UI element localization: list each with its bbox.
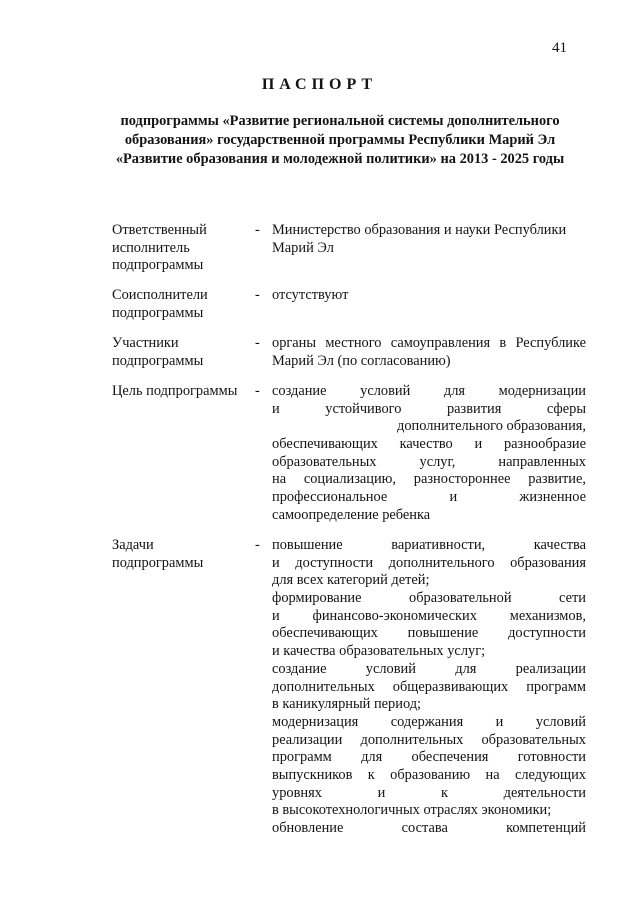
row-value-line: создание условий для модернизации [272,383,586,399]
row-label [112,537,252,572]
row-value [272,537,586,838]
row-value-line: в высокотехнологичных отраслях экономики; [272,802,552,819]
row-label-line: подпрограммы [112,257,204,274]
row-label-line: подпрограммы [112,304,204,321]
row-label-line: подпрограммы [112,352,204,369]
subtitle-line: образования» государственной программы Республики Марий Эл [124,132,556,148]
row-dash: - [255,335,260,351]
row-label-line: Цель подпрограммы [112,383,238,399]
row-value-line: отсутствуют [272,287,349,303]
row-value-line: Марий Эл (по согласованию) [272,352,451,369]
row-value-line: дополнительных общеразвивающих программ [272,678,586,695]
row-value-line: самоопределение ребенка [272,506,431,523]
row-value-line: и устойчивого развития сферы [272,400,586,417]
row-value-line: дополнительного образования, [397,418,586,435]
row-value-line: обновление состава компетенций [272,820,586,836]
row-label-line: Соисполнители [112,287,208,303]
row-value [272,383,586,525]
document-title: ПАСПОРТ [261,76,378,93]
row-value-line: образовательных услуг, направленных [272,453,586,470]
row-value-line: профессиональное и жизненное [272,489,586,506]
row-value-line: повышение вариативности, качества [272,537,586,553]
row-value [272,222,586,257]
row-dash: - [255,222,260,238]
row-value-line: программ для обеспечения готовности [272,749,586,766]
row-label [112,383,252,401]
row-value-line: органы местного самоуправления в Республике [272,335,586,351]
row-value-line: обеспечивающих качество и разнообразие [272,436,586,453]
subtitle-line: подпрограммы «Развитие региональной системы дополнительного [120,113,560,129]
row-value-line: уровнях и к деятельности [272,784,586,801]
row-value-line: реализации дополнительных образовательных [272,731,586,748]
row-label-line: Ответственный [112,222,207,238]
row-label [112,335,252,370]
row-label [112,287,252,322]
row-value-line: в каникулярный период; [272,696,422,713]
row-label [112,222,252,275]
row-value-line: и качества образовательных услуг; [272,643,486,660]
row-value-line: Министерство образования и науки Республики [272,222,567,238]
row-value-line: Марий Эл [272,239,334,256]
row-value-line: выпускников к образованию на следующих [272,766,586,783]
row-value-line: обеспечивающих повышение доступности [272,625,586,642]
row-value-line: для всех категорий детей; [272,572,430,589]
row-label-line: Задачи [112,537,154,553]
page-number: 41 [552,40,567,56]
row-value-line: и финансово-экономических механизмов, [272,607,586,624]
row-value [272,335,586,370]
row-value-line: создание условий для реализации [272,660,586,677]
row-dash: - [255,383,260,399]
row-value [272,287,586,305]
subtitle-line: «Развитие образования и молодежной политики» на 2013 - 2025 годы [115,151,565,167]
row-label-line: подпрограммы [112,554,204,571]
row-label-line: исполнитель [112,239,190,256]
row-value-line: формирование образовательной сети [272,590,586,607]
row-dash: - [255,537,260,553]
row-label-line: Участники [112,335,179,351]
row-dash: - [255,287,260,303]
row-value-line: и доступности дополнительного образования [272,554,586,571]
document-subtitle [80,112,600,169]
row-value-line: модернизация содержания и условий [272,713,586,730]
row-value-line: на социализацию, разностороннее развитие, [272,471,586,488]
